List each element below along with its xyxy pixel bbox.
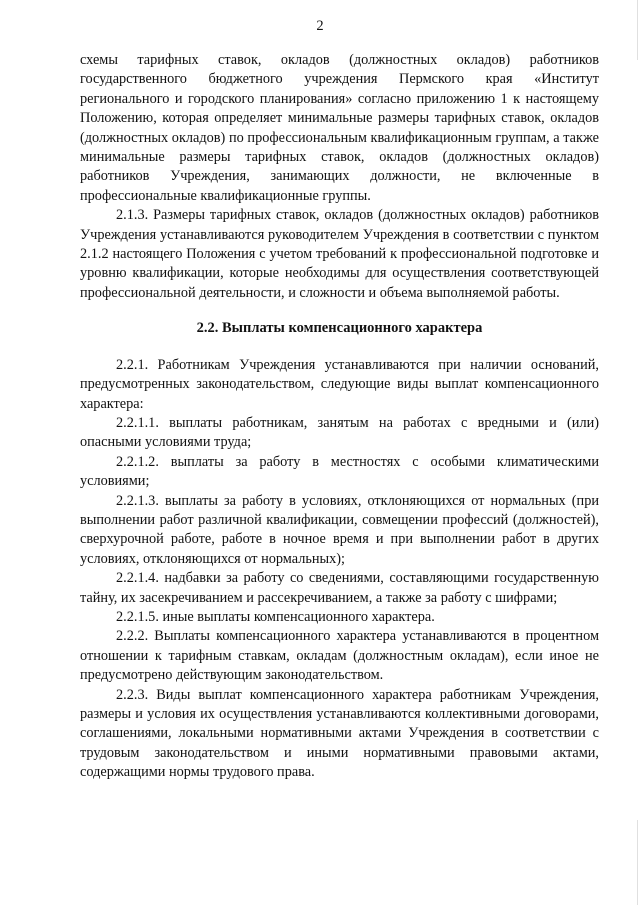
- paragraph-2-2-2: 2.2.2. Выплаты компенсационного характера устанавливаются в процентном отношении к тарифным ставкам, окладам (должностным окладам), если иное не предусмотрено действующим законодательством.: [80, 628, 599, 684]
- paragraph-2-2-1-5: 2.2.1.5. иные выплаты компенсационного характера.: [116, 608, 435, 625]
- section-heading: 2.2. Выплаты компенсационного характера: [196, 320, 483, 337]
- document-body: [80, 51, 599, 783]
- paragraph-continued: схемы тарифных ставок, окладов (должностных окладов) работников государственного бюджетного учреждения Пермского края «Институт регионального и городского планирования» согласно приложению 1 к настоящему Положению, которая определяет минимальные размеры тарифных ставок, окладов (должностных окладов) по профессиональным квалификационным группам, а также минимальные размеры тарифных ставок, окладов (должностных окладов) работников Учреждения, занимающих должности, не включенные в профессиональные квалификационные группы.: [80, 52, 599, 204]
- paragraph-2-2-1-3: 2.2.1.3. выплаты за работу в условиях, отклоняющихся от нормальных (при выполнении работ различной квалификации, совмещении профессий (должностей), сверхурочной работе, работе в ночное время и при выполнении работ в других условиях, отклоняющихся от нормальных);: [80, 492, 599, 567]
- paragraph-2-1-3: 2.1.3. Размеры тарифных ставок, окладов (должностных окладов) работников Учреждения устанавливаются руководителем Учреждения в соответствии с пунктом 2.1.2 настоящего Положения с учетом требований к профессиональной подготовке и уровню квалификации, которые необходимы для осуществления соответствующей профессиональной деятельности, и сложности и объема выполняемой работы.: [80, 207, 599, 301]
- paragraph-2-2-1-2: 2.2.1.2. выплаты за работу в местностях с особыми климатическими условиями;: [80, 453, 599, 490]
- paragraph-2-2-1-4: 2.2.1.4. надбавки за работу со сведениями, составляющими государственную тайну, их засекречиванием и рассекречиванием, а также за работу с шифрами;: [80, 570, 599, 606]
- paragraph-2-2-1-1: 2.2.1.1. выплаты работникам, занятым на работах с вредными и (или) опасными условиями труда;: [80, 414, 599, 451]
- scan-edge-mark: [637, 0, 638, 60]
- page-number: 2: [316, 18, 324, 34]
- paragraph-2-2-1: 2.2.1. Работникам Учреждения устанавливаются при наличии оснований, предусмотренных законодательством, следующие виды выплат компенсационного характера:: [80, 356, 599, 412]
- scan-edge-mark: [637, 820, 638, 905]
- paragraph-2-2-3: 2.2.3. Виды выплат компенсационного характера работникам Учреждения, размеры и условия их осуществления устанавливаются коллективными договорами, соглашениями, локальными нормативными актами Учреждения в соответствии с трудовым законодательством и иными нормативными правовыми актами, содержащими нормы трудового права.: [80, 686, 599, 781]
